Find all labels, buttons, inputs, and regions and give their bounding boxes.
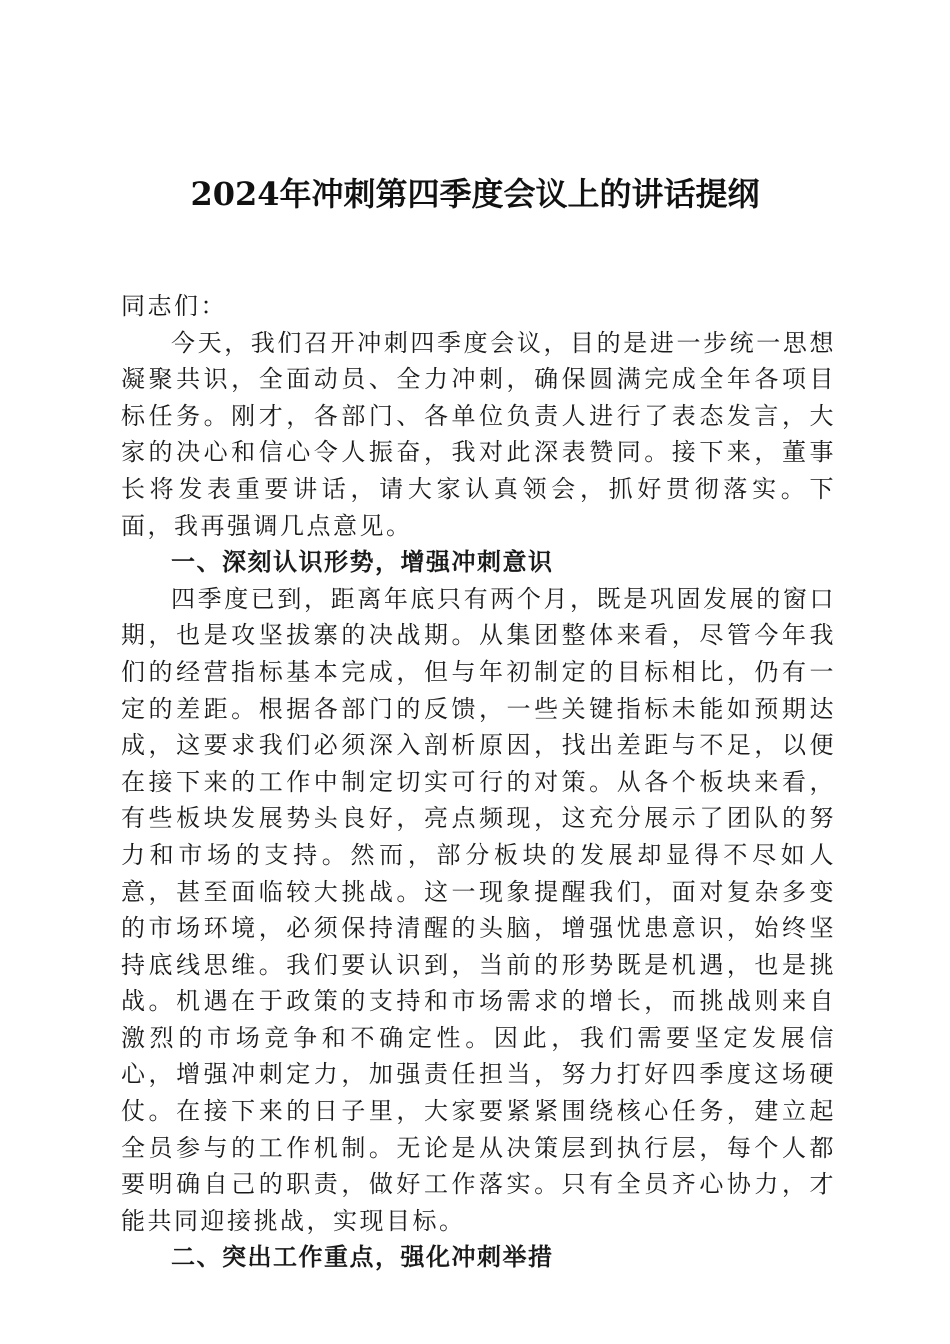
document-body [121,288,836,1276]
salutation: 同志们： [121,292,227,320]
intro-paragraph: 今天，我们召开冲刺四季度会议，目的是进一步统一思想凝聚共识，全面动员、全力冲刺，确保圆满完成全年各项目标任务。刚才，各部门、各单位负责人进行了表态发言，大家的决心和信心令人振奋，我对此深表赞同。接下来，董事长将发表重要讲话，请大家认真领会，抓好贯彻落实。下面，我再强调几点意见。 [121,328,836,540]
section-2-heading: 二、突出工作重点，强化冲刺举措 [171,1243,554,1272]
section-1-paragraph: 四季度已到，距离年底只有两个月，既是巩固发展的窗口期，也是攻坚拔寨的决战期。从集团整体来看，尽管今年我们的经营指标基本完成，但与年初制定的目标相比，仍有一定的差距。根据各部门的反馈，一些关键指标未能如预期达成，这要求我们必须深入剖析原因，找出差距与不足，以便在接下来的工作中制定切实可行的对策。从各个板块来看，有些板块发展势头良好，亮点频现，这充分展示了团队的努力和市场的支持。然而，部分板块的发展却显得不尽如人意，甚至面临较大挑战。这一现象提醒我们，面对复杂多变的市场环境，必须保持清醒的头脑，增强忧患意识，始终坚持底线思维。我们要认识到，当前的形势既是机遇，也是挑战。机遇在于政策的支持和市场需求的增长，而挑战则来自激烈的市场竞争和不确定性。因此，我们需要坚定发展信心，增强冲刺定力，加强责任担当，努力打好四季度这场硬仗。在接下来的日子里，大家要紧紧围绕核心任务，建立起全员参与的工作机制。无论是从决策层到执行层，每个人都要明确自己的职责，做好工作落实。只有全员齐心协力，才能共同迎接挑战，实现目标。 [121,584,836,1235]
section-1-heading: 一、深刻认识形势，增强冲刺意识 [171,548,554,577]
document-title: 2024年冲刺第四季度会议上的讲话提纲 [190,175,760,213]
